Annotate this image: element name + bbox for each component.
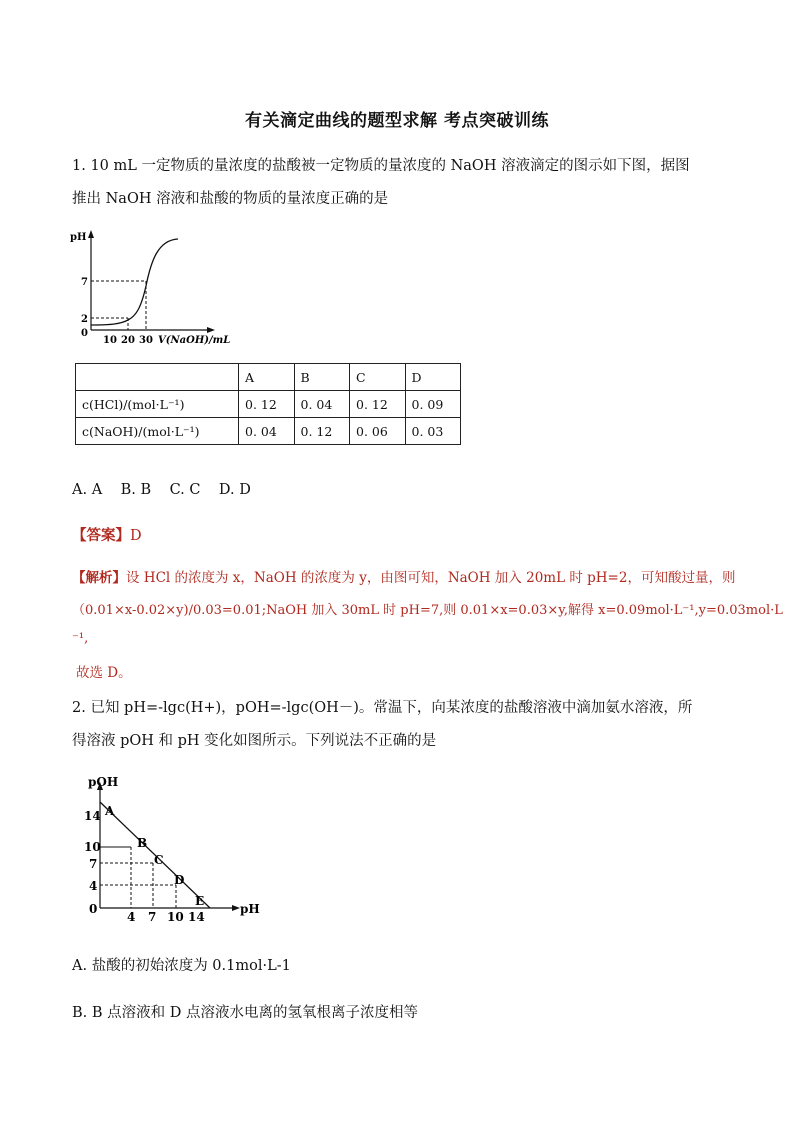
q2-option-b: B. B 点溶液和 D 点溶液水电离的氢氧根离子浓度相等 [72, 1005, 418, 1021]
q2-y-label: pOH [88, 775, 119, 789]
q1-y-arrow [88, 230, 94, 238]
table-cell: 0. 04 [239, 418, 295, 445]
q2-point-C: C [154, 853, 164, 867]
table-cell: 0. 04 [294, 391, 350, 418]
q1-x-label: V(NaOH)/mL [158, 335, 231, 346]
q2-ytick-14: 14 [84, 809, 101, 823]
table-row [76, 418, 461, 445]
q2-stem-line1: 2. 已知 pH=-lgc(H+)，pOH=-lgc(OH－)。常温下，向某浓度的盐酸溶液中滴加氨水溶液，所 [72, 700, 693, 716]
table-cell: 0. 03 [405, 418, 461, 445]
q2-xtick-14: 14 [188, 910, 205, 924]
table-cell: C [350, 364, 406, 391]
q2-option-a: A. 盐酸的初始浓度为 0.1mol·L-1 [72, 958, 291, 974]
q1-titration-figure [66, 226, 236, 348]
page-title: 有关滴定曲线的题型求解 考点突破训练 [245, 111, 549, 131]
q1-curve [91, 239, 178, 325]
q1-xtick-20: 20 [121, 335, 135, 346]
q2-point-D: D [174, 873, 185, 887]
q1-answer [72, 525, 142, 547]
table-row [76, 391, 461, 418]
q1-stem-line1: 1. 10 mL 一定物质的量浓度的盐酸被一定物质的量浓度的 NaOH 溶液滴定的图示如下图，据图 [72, 158, 690, 174]
table-cell: 0. 12 [294, 418, 350, 445]
analysis-label: 【解析】 [72, 570, 126, 586]
q1-stem-line2: 推出 NaOH 溶液和盐酸的物质的量浓度正确的是 [72, 191, 389, 207]
q1-options-table [75, 363, 461, 445]
q1-answer-options: A. A B. B C. C D. D [72, 482, 251, 498]
q2-ytick-4: 4 [89, 879, 98, 893]
q1-analysis-line3: ⁻¹, [72, 631, 89, 646]
table-cell: 0. 09 [405, 391, 461, 418]
q1-xtick-30: 30 [139, 335, 153, 346]
q1-ytick-0: 0 [81, 328, 88, 339]
q2-x-arrow [232, 905, 240, 911]
table-cell: A [239, 364, 295, 391]
table-cell: B [294, 364, 350, 391]
table-row [76, 364, 461, 391]
q2-poh-ph-figure [84, 772, 264, 932]
table-cell: 0. 12 [239, 391, 295, 418]
q2-point-A: A [105, 804, 115, 818]
q2-ytick-0: 0 [89, 902, 98, 916]
q2-point-E: E [195, 894, 205, 908]
table-cell: 0. 12 [350, 391, 406, 418]
q2-x-label: pH [240, 902, 260, 916]
q1-analysis-line4: 故选 D。 [76, 665, 132, 681]
q1-xtick-10: 10 [103, 335, 117, 346]
answer-value: D [130, 528, 142, 544]
table-cell [76, 364, 239, 391]
q1-ytick-7: 7 [81, 277, 88, 288]
table-cell: 0. 06 [350, 418, 406, 445]
answer-label: 【答案】 [72, 527, 130, 544]
q2-xtick-10: 10 [167, 910, 184, 924]
q2-xtick-7: 7 [148, 910, 157, 924]
q1-ytick-2: 2 [81, 314, 88, 325]
q2-ytick-10: 10 [84, 840, 101, 854]
table-cell: c(HCl)/(mol·L⁻¹) [76, 391, 239, 418]
table-cell: c(NaOH)/(mol·L⁻¹) [76, 418, 239, 445]
q2-point-B: B [137, 836, 148, 850]
q2-xtick-4: 4 [127, 910, 136, 924]
table-cell: D [405, 364, 461, 391]
q1-x-arrow [207, 327, 215, 333]
q1-analysis-line2: （0.01×x-0.02×y)/0.03=0.01;NaOH 加入 30mL 时 pH=7,则 0.01×x=0.03×y,解得 x=0.09mol·L⁻¹,y=0.03mol·L [72, 603, 783, 618]
analysis-text-1: 设 HCl 的浓度为 x，NaOH 的浓度为 y，由图可知，NaOH 加入 20mL 时 pH=2，可知酸过量，则 [126, 570, 736, 586]
q2-stem-line2: 得溶液 pOH 和 pH 变化如图所示。下列说法不正确的是 [72, 733, 437, 749]
q1-analysis-line1 [72, 567, 735, 589]
q2-ytick-7: 7 [89, 857, 98, 871]
q1-y-label: pH [70, 232, 87, 243]
